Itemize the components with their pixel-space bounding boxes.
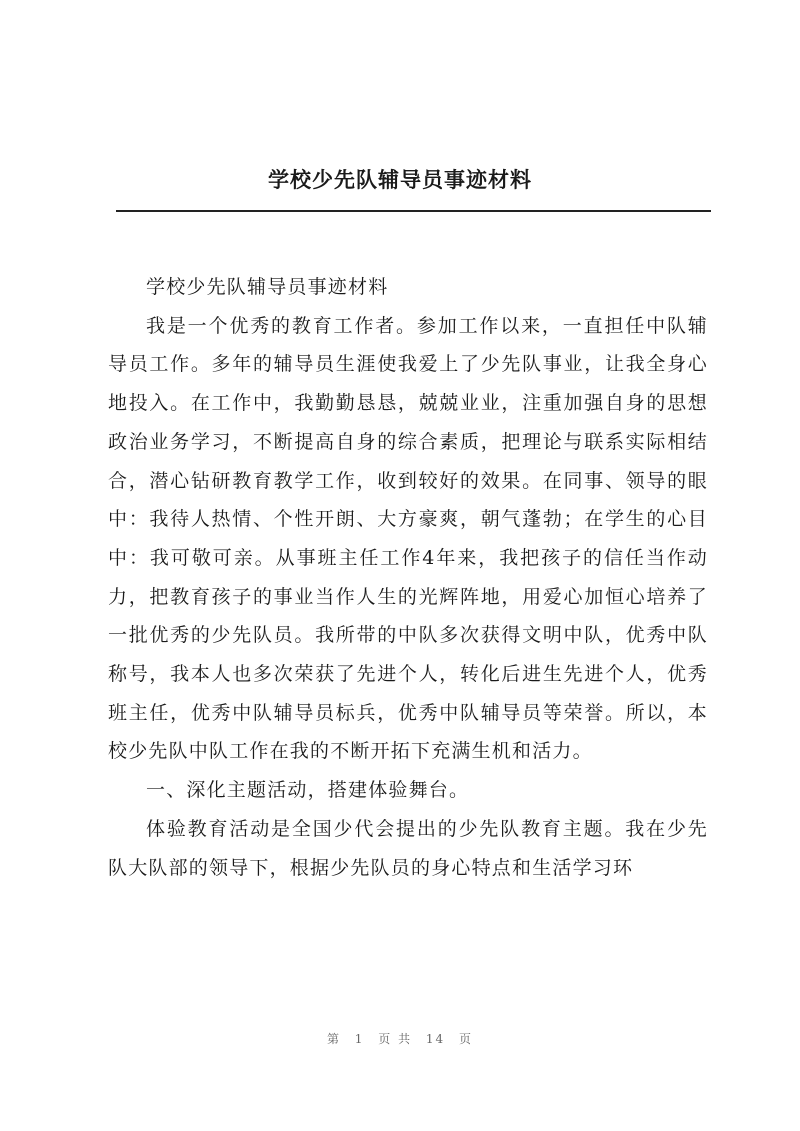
body-paragraph: 体验教育活动是全国少代会提出的少先队教育主题。我在少先队大队部的领导下，根据少先队员的身心特点和生活学习环: [108, 817, 708, 879]
body-paragraph: 我是一个优秀的教育工作者。参加工作以来，一直担任中队辅导员工作。多年的辅导员生涯使我爱上了少先队事业，让我全身心地投入。在工作中，我勤勤恳恳，兢兢业业，注重加强自身的思想政治业务学习，不断提高自身的综合素质，把理论与联系实际相结合，潜心钻研教育教学工作，收到较好的效果。在同事、领导的眼中：我待人热情、个性开朗、大方豪爽，朝气蓬勃；在学生的心目中：我可敬可亲。从事班主任工作4年来，我把孩子的信任当作动力，把教育孩子的事业当作人生的光辉阵地，用爱心加恒心培养了一批优秀的少先队员。我所带的中队多次获得文明中队，优秀中队称号，我本人也多次荣获了先进个人，转化后进生先进个人，优秀班主任，优秀中队辅导员标兵，优秀中队辅导员等荣誉。所以，本校少先队中队工作在我的不断开拓下充满生机和活力。: [108, 314, 708, 763]
body-paragraph: 学校少先队辅导员事迹材料: [146, 276, 389, 298]
footer-prefix: 第: [326, 1032, 341, 1046]
footer-middle: 页 共: [378, 1032, 413, 1046]
footer-total-pages: 14: [425, 1032, 446, 1046]
footer-suffix: 页: [459, 1032, 474, 1046]
section-heading: 一、深化主题活动，搭建体验舞台。: [146, 779, 470, 802]
document-title: 学校少先队辅导员事迹材料: [268, 167, 532, 192]
footer-current-page: 1: [354, 1032, 365, 1046]
page-footer: [0, 1030, 800, 1047]
document-body: [108, 268, 708, 887]
title-divider: [116, 210, 711, 212]
